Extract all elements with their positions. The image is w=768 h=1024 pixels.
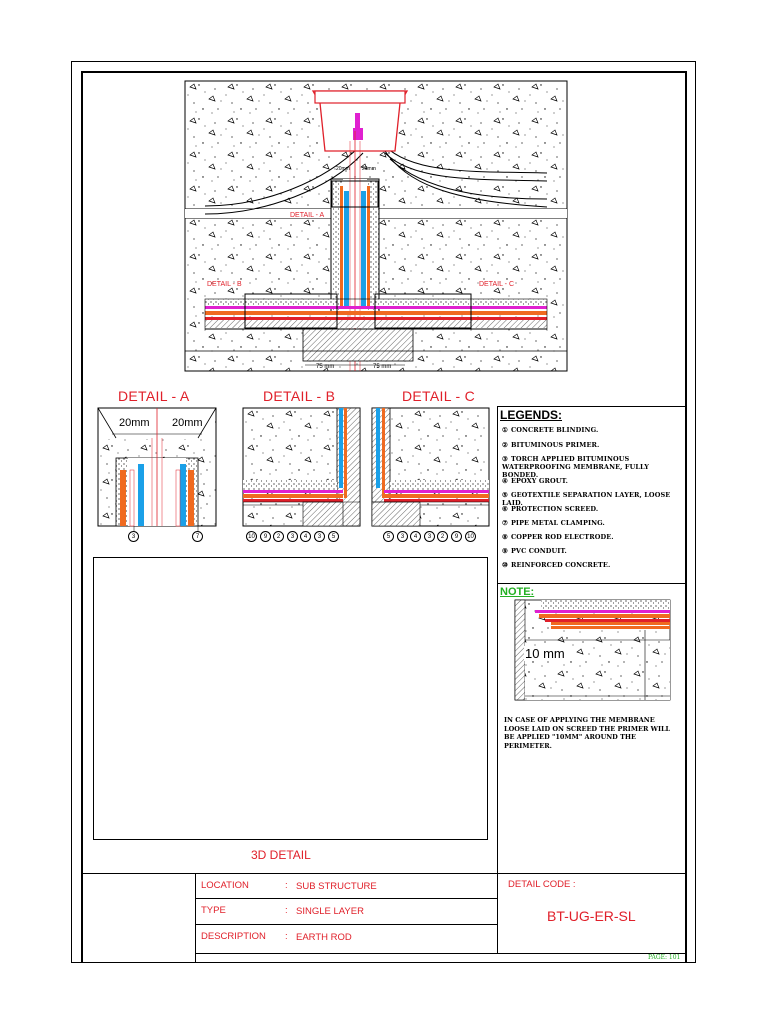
legend-note-divider [497,583,685,584]
b-marker: 4 [300,531,311,542]
legend-item-number: ④ [502,477,508,485]
legend-item [502,547,682,555]
note-text: IN CASE OF APPLYING THE MEMBRANE LOOSE LAID ON SCREED THE PRIMER WILL BE APPLIED "10MM" AROUND THE PERIMETER. [504,716,671,750]
legend-item-text: TORCH APPLIED BITUMINOUS WATERPROOFING MEMBRANE, FULLY BONDED. [502,455,650,479]
page-number: PAGE: 101 [648,954,681,961]
detail-b-title: DETAIL - B [263,388,336,404]
detail-a-dim-right: 20mm [172,417,203,429]
detail-code-label: DETAIL CODE : [508,879,576,890]
detail-c-title: DETAIL - C [402,388,476,404]
legend-left-border [497,406,498,873]
c-marker: 5 [383,531,394,542]
title-block-top [82,873,686,874]
legend-item-text: PVC CONDUIT. [510,547,567,555]
legend-item-number: ⑧ [502,533,508,541]
legend-item [502,519,682,527]
legend-item [502,505,682,513]
legend-item-text: REINFORCED CONCRETE. [510,561,611,569]
legend-item-number: ② [502,441,508,449]
legend-item [502,477,682,485]
a-marker: 7 [192,531,203,542]
legend-item-number: ① [502,426,508,434]
b-marker: 3 [287,531,298,542]
a-marker: 3 [128,531,139,542]
c-marker: 3 [397,531,408,542]
legend-item-text: PROTECTION SCREED. [510,505,599,513]
legend-item [502,426,682,434]
title-block-divider-1 [195,873,196,963]
c-marker: 10 [465,531,476,542]
b-marker: 2 [273,531,284,542]
title-block-row-1 [195,898,497,899]
location-label: LOCATION [201,880,249,891]
detail-c-drawing [372,408,489,528]
dim-75-right: 75 mm [373,364,392,370]
callout-detail-c: DETAIL - C [479,281,515,288]
legend-top-border [497,406,685,407]
title-block-row-2 [195,924,497,925]
detail-code-value: BT-UG-ER-SL [547,908,636,924]
c-marker: 3 [424,531,435,542]
legend-item-number: ⑥ [502,505,508,513]
type-value: SINGLE LAYER [296,906,364,917]
detail-a-title: DETAIL - A [118,388,190,404]
legend-item-number: ⑩ [502,561,508,569]
location-colon: : [285,880,288,891]
b-marker: 5 [328,531,339,542]
description-label: DESCRIPTION [201,931,266,942]
location-value: SUB STRUCTURE [296,881,377,892]
legend-item-text: BITUMINOUS PRIMER. [510,441,600,449]
title-block-bottom [195,953,686,954]
detail-a-dim-left: 20mm [119,417,150,429]
main-section-drawing [185,81,567,371]
legend-item [502,561,682,569]
b-marker: 3 [314,531,325,542]
legend-item [502,455,682,479]
legend-item-number: ⑨ [502,547,508,555]
legend-item-number: ⑦ [502,519,508,527]
dim-75-left: 75 mm [316,364,335,370]
legend-item-text: CONCRETE BLINDING. [510,426,599,434]
note-title: NOTE: [500,586,535,598]
legend-item-text: GEOTEXTILE SEPARATION LAYER, LOOSE LAID. [502,491,671,507]
type-label: TYPE [201,905,226,916]
legend-item [502,533,682,541]
legend-item [502,441,682,449]
note-dim: 10 mm [525,646,565,661]
c-marker: 4 [410,531,421,542]
legend-item-text: EPOXY GROUT. [510,477,569,485]
legend-item-number: ⑤ [502,491,508,499]
title-block-divider-2 [497,873,498,953]
top-dim-left: 20mm [336,166,350,172]
description-colon: : [285,931,288,942]
c-marker: 9 [451,531,462,542]
legend-item-text: PIPE METAL CLAMPING. [510,519,605,527]
detail-b-drawing [243,408,360,528]
callout-detail-a: DETAIL - A [290,212,325,219]
type-colon: : [285,905,288,916]
description-value: EARTH ROD [296,932,352,943]
legend-item-text: COPPER ROD ELECTRODE. [510,533,614,541]
b-marker: 10 [246,531,257,542]
top-dim-right: 20mm [362,166,376,172]
c-marker: 2 [437,531,448,542]
3d-detail-title: 3D DETAIL [251,848,311,862]
3d-detail-box [93,557,488,840]
callout-detail-b: DETAIL - B [207,281,242,288]
b-marker: 9 [260,531,271,542]
legend-item-number: ③ [502,455,508,463]
legends-title: LEGENDS: [500,408,563,422]
